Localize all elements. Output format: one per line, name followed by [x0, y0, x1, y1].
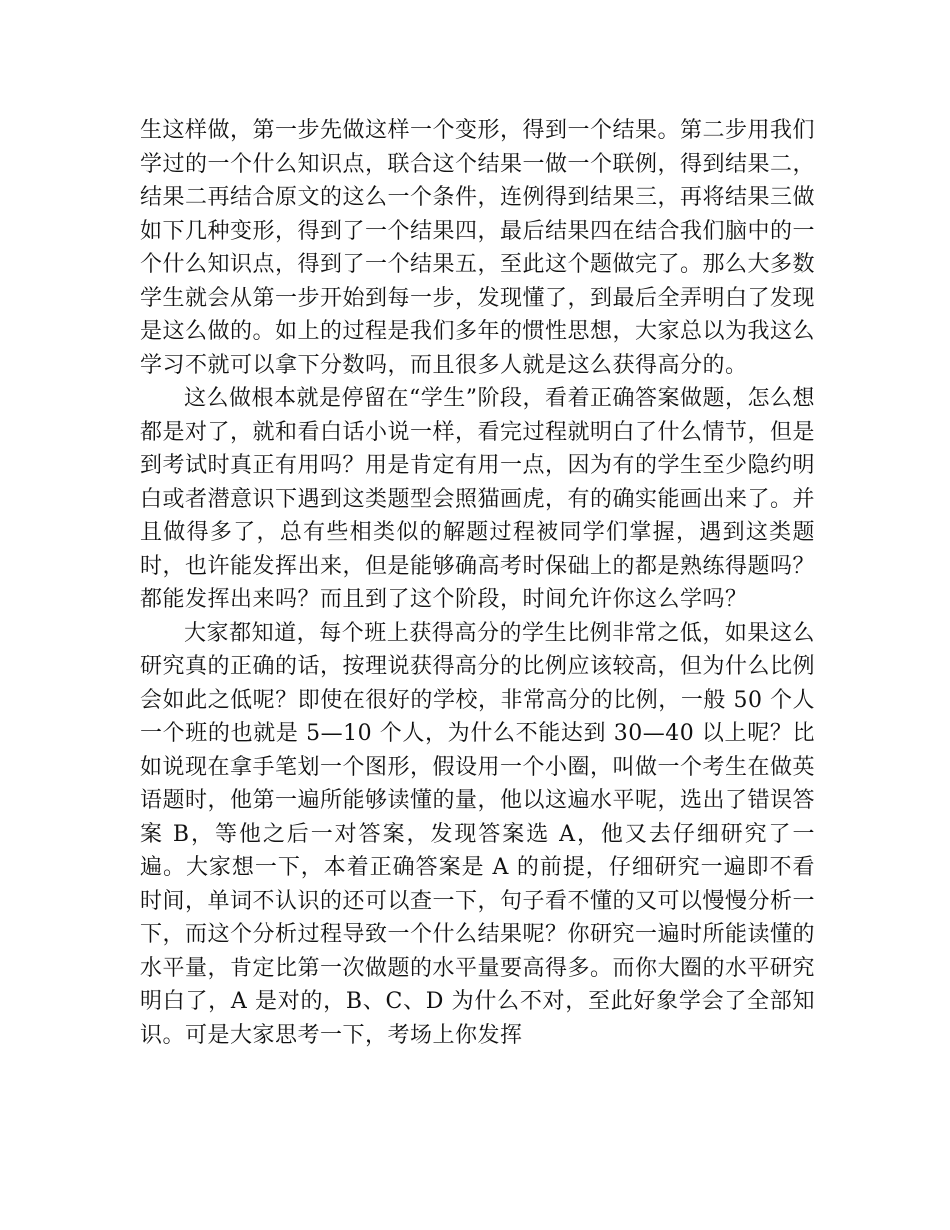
paragraph-continuation: 生这样做，第一步先做这样一个变形，得到一个结果。第二步用我们学过的一个什么知识点，联合这个结果一做一个联例，得到结果二，结果二再结合原文的这么一个条件，连例得到结果三，再将结果三做如下几种变形，得到了一个结果四，最后结果四在结合我们脑中的一个什么知识点，得到了一个结果五，至此这个题做完了。那么大多数学生就会从第一步开始到每一步，发现懂了，到最后全弄明白了发现是这么做的。如上的过程是我们多年的惯性思想，大家总以为我这么学习不就可以拿下分数吗，而且很多人就是这么获得高分的。	[140, 118, 816, 378]
document-body	[140, 114, 815, 1052]
paragraph-student-stage: 这么做根本就是停留在“学生”阶段，看着正确答案做题，怎么想都是对了，就和看白话小说一样，看完过程就明白了什么情节，但是到考试时真正有用吗？用是肯定有用一点，因为有的学生至少隐约明白或者潜意识下遇到这类题型会照猫画虎，有的确实能画出来了。并且做得多了，总有些相类似的解题过程被同学们掌握，遇到这类题时，也许能发挥出来，但是能够确高考时保础上的都是熟练得题吗？都能发挥出来吗？而且到了这个阶段，时间允许你这么学吗？	[140, 386, 816, 612]
paragraph-high-score-ratio: 大家都知道，每个班上获得高分的学生比例非常之低，如果这么研究真的正确的话，按理说获得高分的比例应该较高，但为什么比例会如此之低呢？即使在很好的学校，非常高分的比例，一般 50 个人一个班的也就是 5—10 个人，为什么不能达到 30—40 以上呢？比如说现在拿手笔划一个图形，假设用一个小圈，叫做一个考生在做英语题时，他第一遍所能够读懂的量，他以这遍水平呢，选出了错误答案 B，等他之后一对答案，发现答案选 A，他又去仔细研究了一遍。大家想一下，本着正确答案是 A 的前提，仔细研究一遍即不看时间，单词不认识的还可以查一下，句子看不懂的又可以慢慢分析一下，而这个分析过程导致一个什么结果呢？你研究一遍时所能读懂的水平量，肯定比第一次做题的水平量要高得多。而你大圈的水平研究明白了，A 是对的，B、C、D 为什么不对，至此好象学会了全部知识。可是大家思考一下，考场上你发挥	[140, 620, 816, 1048]
